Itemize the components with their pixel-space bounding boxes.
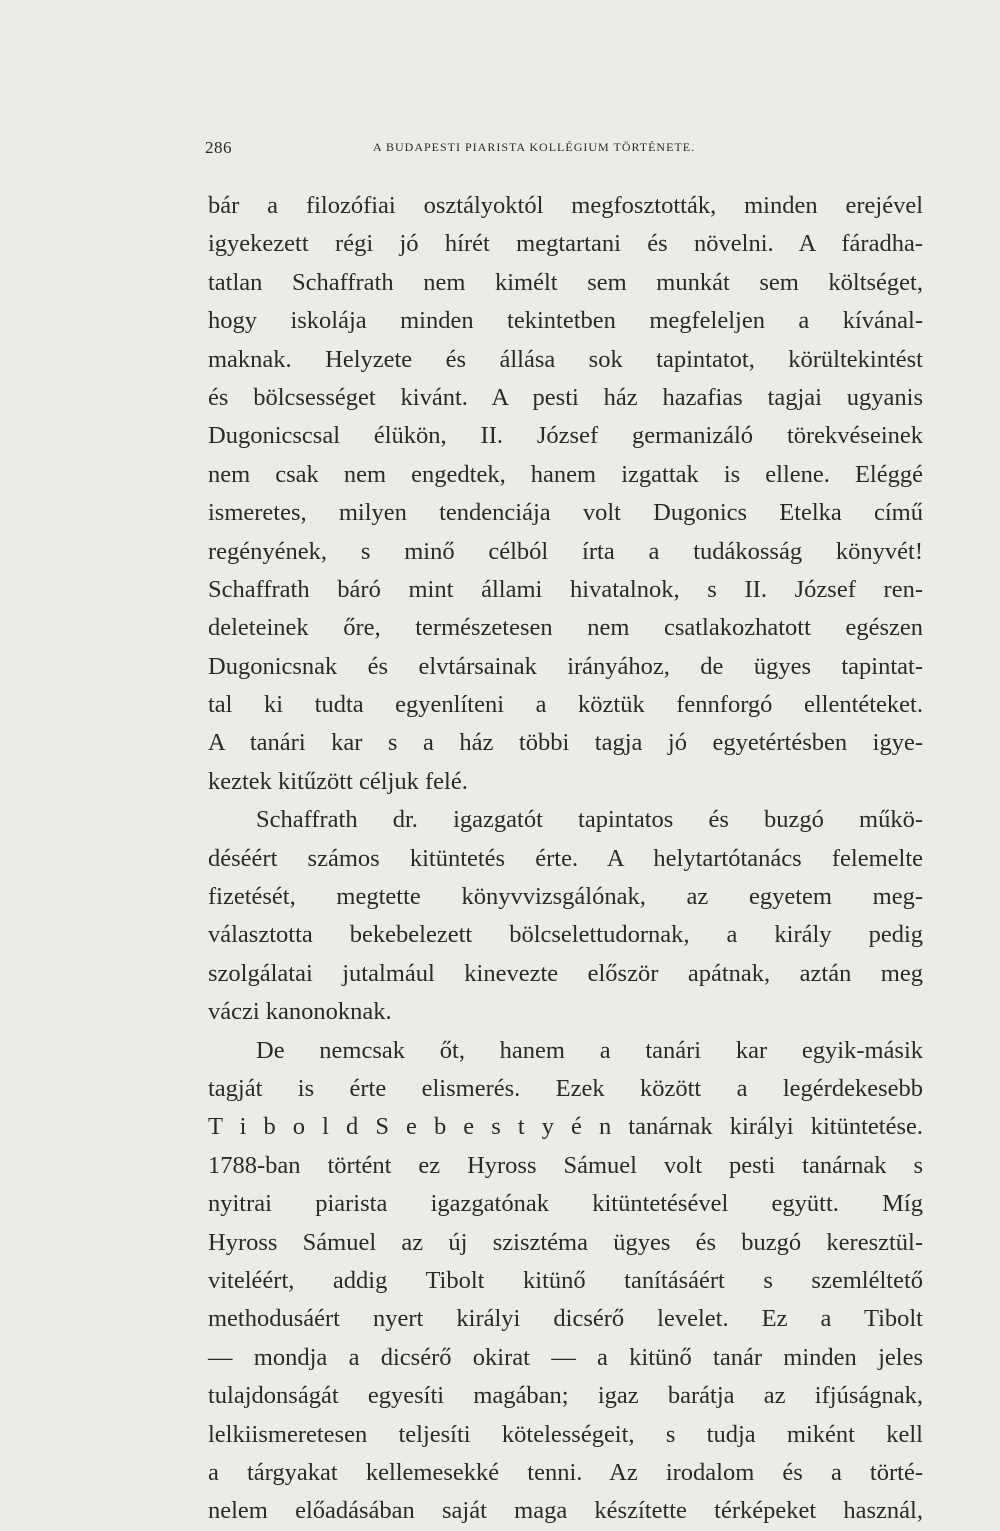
text-line: De nemcsak őt, hanem a tanári kar egyik-másik bbox=[256, 1036, 923, 1064]
text-line: Schaffrath dr. igazgatót tapintatos és buzgó műkö- bbox=[256, 806, 923, 834]
text-line: választotta bekebelezett bölcselettudornak, a király pedig bbox=[208, 921, 923, 949]
text-line: — mondja a dicsérő okirat — a kitünő tanár minden jeles bbox=[208, 1343, 923, 1371]
text-line: viteléért, addig Tibolt kitünő tanításáért s szemléltető bbox=[208, 1266, 923, 1294]
page-number: 286 bbox=[205, 138, 232, 157]
text-line: és bölcsességet kivánt. A pesti ház hazafias tagjai ugyanis bbox=[208, 383, 923, 411]
page-header bbox=[205, 138, 925, 160]
text-line: Hyross Sámuel az új szisztéma ügyes és buzgó keresztül- bbox=[208, 1228, 923, 1256]
text-line: igyekezett régi jó hírét megtartani és növelni. A fáradha- bbox=[208, 230, 923, 258]
text-line: Dugonicscsal élükön, II. József germanizáló törekvéseinek bbox=[208, 422, 923, 450]
text-line: Schaffrath báró mint állami hivatalnok, s II. József ren- bbox=[208, 575, 923, 603]
text-line: váczi kanonoknak. bbox=[208, 998, 392, 1026]
text-line: keztek kitűzött céljuk felé. bbox=[208, 767, 468, 795]
text-line: deleteinek őre, természetesen nem csatlakozhatott egészen bbox=[208, 614, 923, 642]
text-line: tatlan Schaffrath nem kimélt sem munkát sem költséget, bbox=[208, 268, 923, 296]
text-line: fizetését, megtette könyvvizsgálónak, az egyetem meg- bbox=[208, 883, 923, 911]
text-line: regényének, s minő célból írta a tudákosság könyvét! bbox=[208, 537, 923, 565]
text-line: déséért számos kitüntetés érte. A helytartótanács felemelte bbox=[208, 844, 923, 872]
text-line: A tanári kar s a ház többi tagja jó egyetértésben igye- bbox=[208, 729, 923, 757]
text-line: Dugonicsnak és elvtársainak irányához, de ügyes tapintat- bbox=[208, 652, 923, 680]
text-line: bár a filozófiai osztályoktól megfosztották, minden erejével bbox=[208, 192, 923, 219]
text-line: 1788-ban történt ez Hyross Sámuel volt pesti tanárnak s bbox=[208, 1151, 923, 1179]
text-line: tal ki tudta egyenlíteni a köztük fennforgó ellentéteket. bbox=[208, 691, 923, 719]
text-line: T i b o l d S e b e s t y é n tanárnak királyi kitüntetése. bbox=[208, 1113, 923, 1141]
text-line: tagját is érte elismerés. Ezek között a legérdekesebb bbox=[208, 1074, 923, 1102]
text-line: maknak. Helyzete és állása sok tapintatot, körültekintést bbox=[208, 345, 923, 373]
text-line: nyitrai piarista igazgatónak kitüntetésével együtt. Míg bbox=[208, 1190, 923, 1218]
running-head: A BUDAPESTI PIARISTA KOLLÉGIUM TÖRTÉNETE. bbox=[373, 140, 696, 154]
text-line: hogy iskolája minden tekintetben megfeleljen a kívánal- bbox=[208, 307, 923, 335]
text-line: nelem előadásában saját maga készítette térképeket használ, bbox=[208, 1497, 923, 1525]
text-line: tulajdonságát egyesíti magában; igaz barátja az ifjúságnak, bbox=[208, 1382, 923, 1410]
text-line: nem csak nem engedtek, hanem izgattak is ellene. Eléggé bbox=[208, 460, 923, 488]
text-line: a tárgyakat kellemesekké tenni. Az irodalom és a törté- bbox=[208, 1458, 923, 1486]
text-line: ismeretes, milyen tendenciája volt Dugonics Etelka című bbox=[208, 499, 923, 527]
body-text bbox=[208, 187, 923, 1531]
text-line: szolgálatai jutalmául kinevezte először apátnak, aztán meg bbox=[208, 959, 923, 987]
text-line: methodusáért nyert királyi dicsérő levelet. Ez a Tibolt bbox=[208, 1305, 923, 1333]
text-line: lelkiismeretesen teljesíti kötelességeit, s tudja miként kell bbox=[208, 1420, 923, 1448]
